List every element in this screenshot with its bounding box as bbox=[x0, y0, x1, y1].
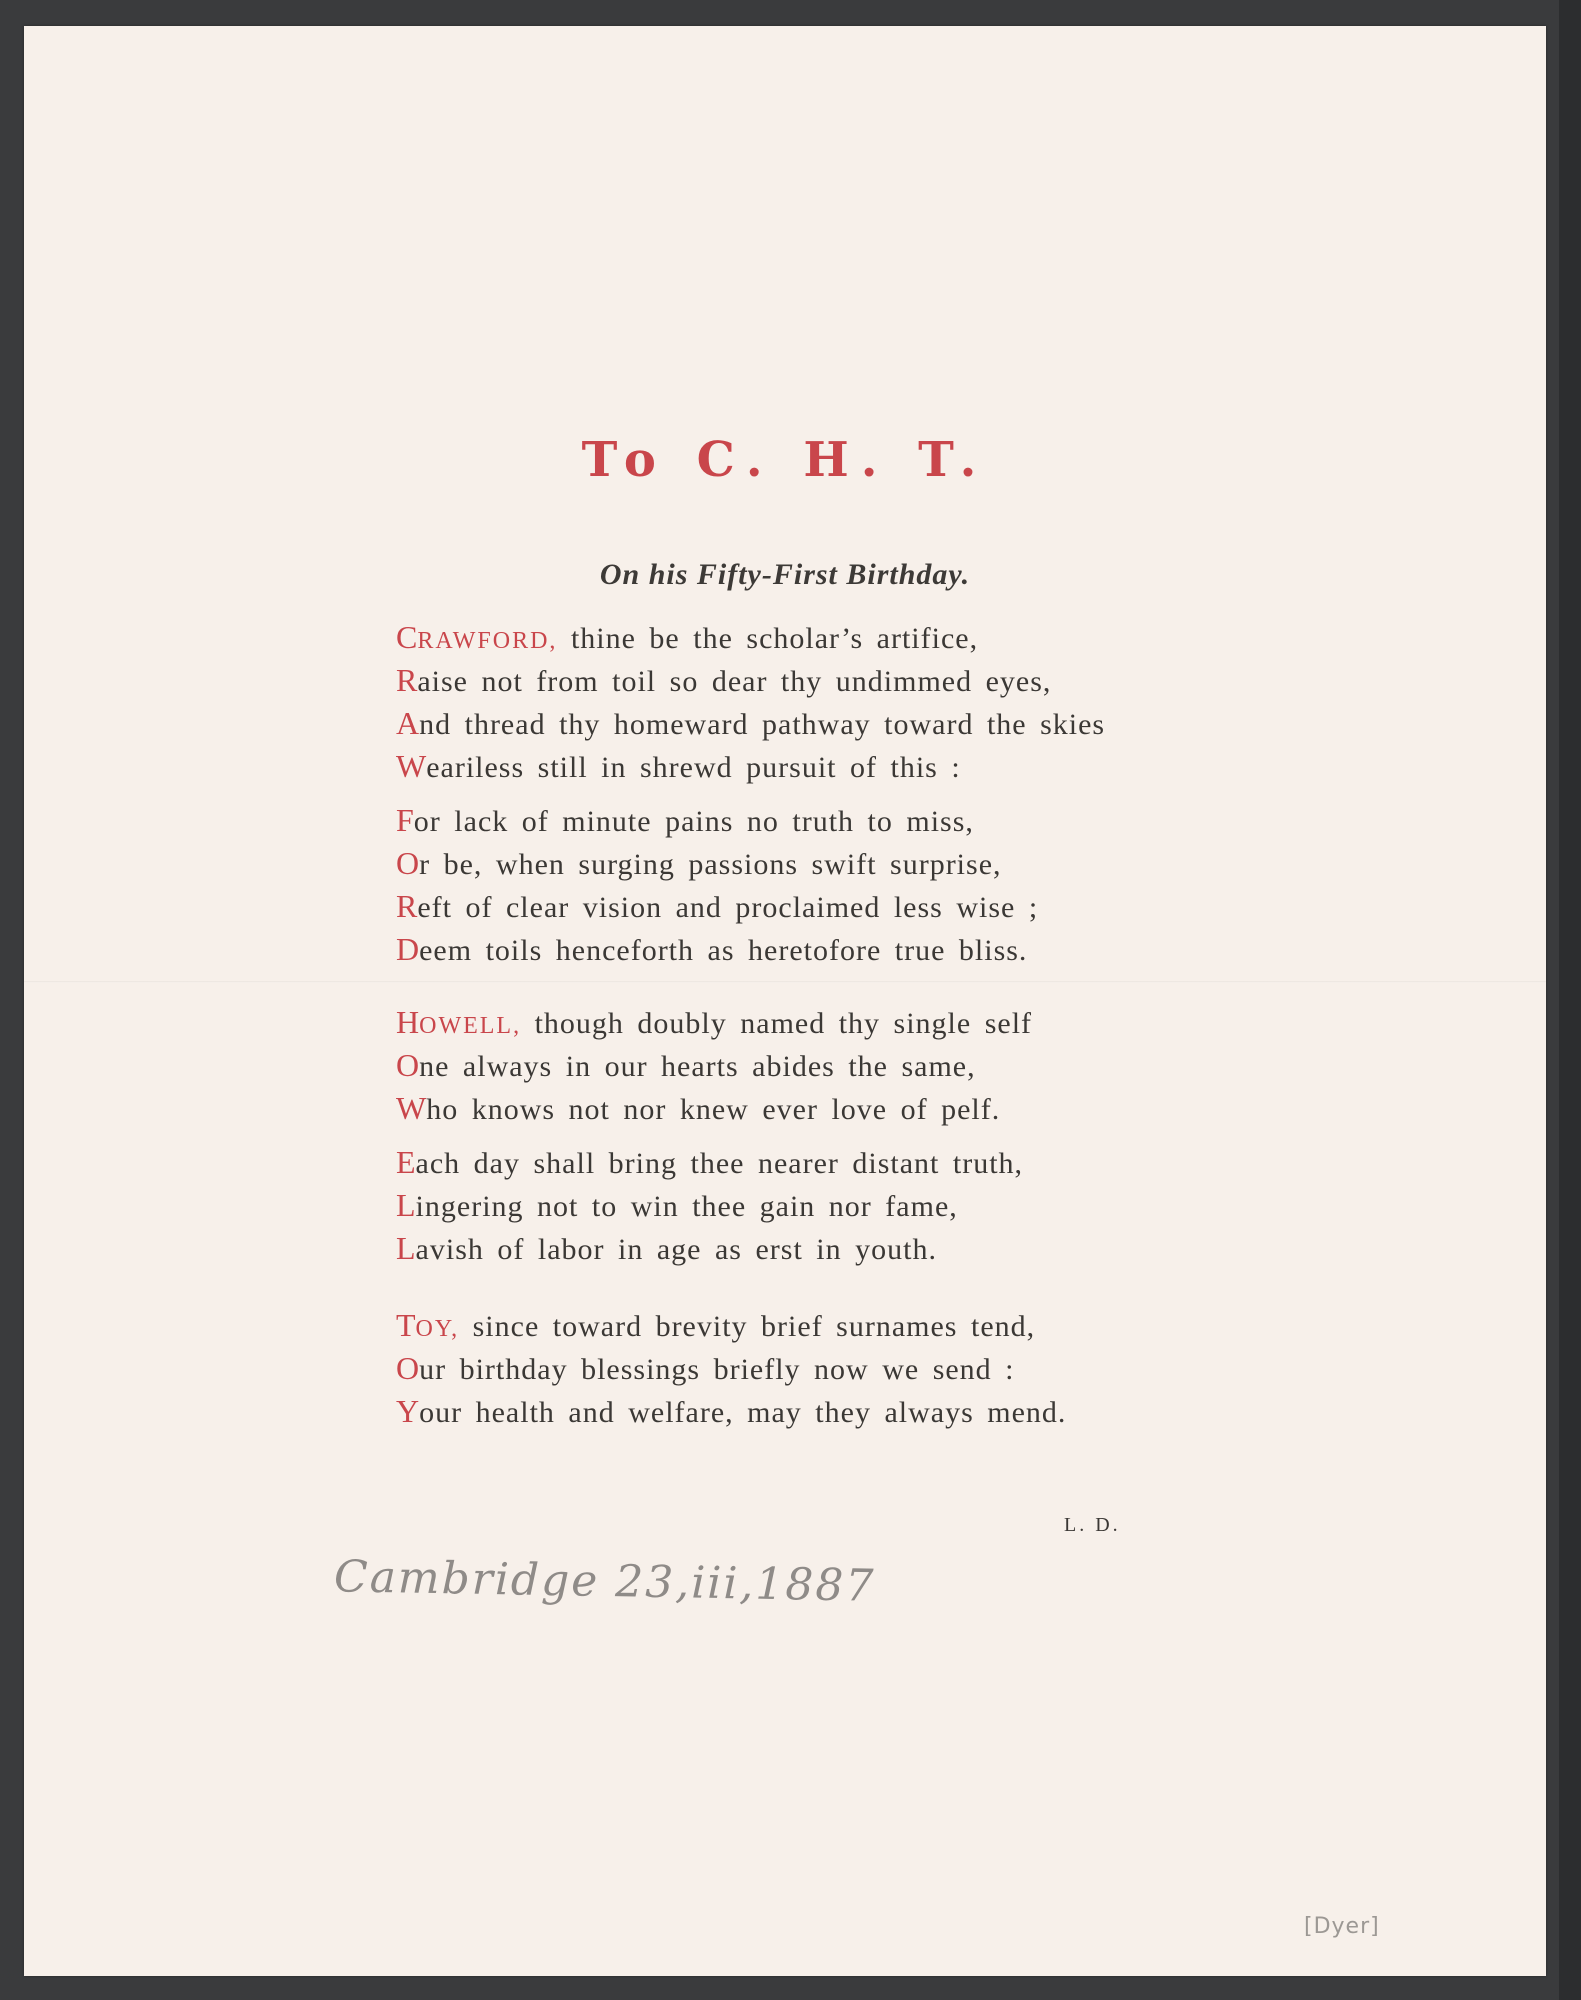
acrostic-capital: L bbox=[396, 1187, 416, 1223]
poem-line bbox=[396, 616, 1296, 659]
line-text: thine be the scholar’s artifice, bbox=[557, 622, 979, 655]
poem-line bbox=[396, 1044, 1296, 1087]
poem-title: To C. H. T. bbox=[581, 432, 989, 488]
line-text: eariless still in shrewd pursuit of this : bbox=[426, 751, 961, 784]
acrostic-capital: D bbox=[396, 931, 420, 967]
poem-line bbox=[396, 799, 1296, 842]
poem-line bbox=[396, 1390, 1296, 1433]
acrostic-capital: W bbox=[396, 1090, 427, 1126]
acrostic-capital: L bbox=[396, 1230, 416, 1266]
line-text: ingering not to win thee gain nor fame, bbox=[415, 1190, 958, 1223]
signature-initials: L. D. bbox=[1064, 1514, 1121, 1536]
stanza-1 bbox=[396, 616, 1296, 788]
poem-line bbox=[396, 745, 1296, 788]
acrostic-word bbox=[396, 1307, 460, 1343]
poem-line bbox=[396, 1141, 1296, 1184]
poem-line bbox=[396, 1001, 1296, 1044]
line-text: ne always in our hearts abides the same, bbox=[419, 1050, 976, 1083]
acrostic-capital: F bbox=[396, 802, 414, 838]
line-text: aise not from toil so dear thy undimmed eyes, bbox=[417, 665, 1052, 698]
line-text: eft of clear vision and proclaimed less wise ; bbox=[417, 891, 1039, 924]
acrostic-capital: A bbox=[396, 705, 420, 741]
acrostic-capital: O bbox=[396, 845, 420, 881]
poem-line bbox=[396, 659, 1296, 702]
acrostic-capital: E bbox=[396, 1144, 416, 1180]
poem-line bbox=[396, 885, 1296, 928]
paper-sheet bbox=[24, 26, 1546, 1976]
acrostic-word-rest: RAWFORD, bbox=[417, 628, 558, 654]
acrostic-capital: H bbox=[396, 1004, 420, 1040]
line-text: ur birthday blessings briefly now we send : bbox=[419, 1353, 1015, 1386]
acrostic-word bbox=[396, 1004, 522, 1040]
poem-line bbox=[396, 842, 1296, 885]
line-text: nd thread thy homeward pathway toward the skies bbox=[419, 708, 1106, 741]
acrostic-capital: R bbox=[396, 662, 418, 698]
stanza-4 bbox=[396, 1141, 1296, 1270]
archive-pencil-mark: [Dyer] bbox=[1304, 1914, 1380, 1939]
line-text: r be, when surging passions swift surprise, bbox=[419, 848, 1002, 881]
poem-line bbox=[396, 1347, 1296, 1390]
poem-subtitle: On his Fifty-First Birthday. bbox=[599, 558, 971, 591]
poem-line bbox=[396, 702, 1296, 745]
line-text: ho knows not nor knew ever love of pelf. bbox=[426, 1093, 1001, 1126]
poem-line bbox=[396, 928, 1296, 971]
acrostic-capital: R bbox=[396, 888, 418, 924]
acrostic-word-rest: OWELL, bbox=[419, 1013, 522, 1039]
line-text: our health and welfare, may they always mend. bbox=[419, 1396, 1067, 1429]
stanza-5 bbox=[396, 1304, 1296, 1433]
acrostic-word-rest: OY, bbox=[415, 1316, 460, 1342]
line-text: ach day shall bring thee nearer distant truth, bbox=[415, 1147, 1024, 1180]
line-text: avish of labor in age as erst in youth. bbox=[415, 1233, 937, 1266]
acrostic-capital: C bbox=[396, 619, 418, 655]
acrostic-capital: O bbox=[396, 1350, 420, 1386]
stanza-3 bbox=[396, 1001, 1296, 1130]
stanza-2 bbox=[396, 799, 1296, 971]
line-text: though doubly named thy single self bbox=[521, 1007, 1033, 1040]
line-text: eem toils henceforth as heretofore true bliss. bbox=[419, 934, 1028, 967]
poem-line bbox=[396, 1184, 1296, 1227]
acrostic-capital: T bbox=[396, 1307, 416, 1343]
acrostic-capital: Y bbox=[396, 1393, 420, 1429]
poem-line bbox=[396, 1227, 1296, 1270]
handwritten-place-date: Cambridge 23,iii,1887 bbox=[333, 1551, 876, 1612]
poem-line bbox=[396, 1304, 1296, 1347]
poem-line bbox=[396, 1087, 1296, 1130]
acrostic-capital: W bbox=[396, 748, 427, 784]
line-text: since toward brevity brief surnames tend, bbox=[459, 1310, 1036, 1343]
backdrop-edge bbox=[1559, 0, 1581, 2000]
acrostic-capital: O bbox=[396, 1047, 420, 1083]
poem-body bbox=[396, 616, 1296, 1433]
acrostic-word bbox=[396, 619, 558, 655]
line-text: or lack of minute pains no truth to miss, bbox=[413, 805, 974, 838]
